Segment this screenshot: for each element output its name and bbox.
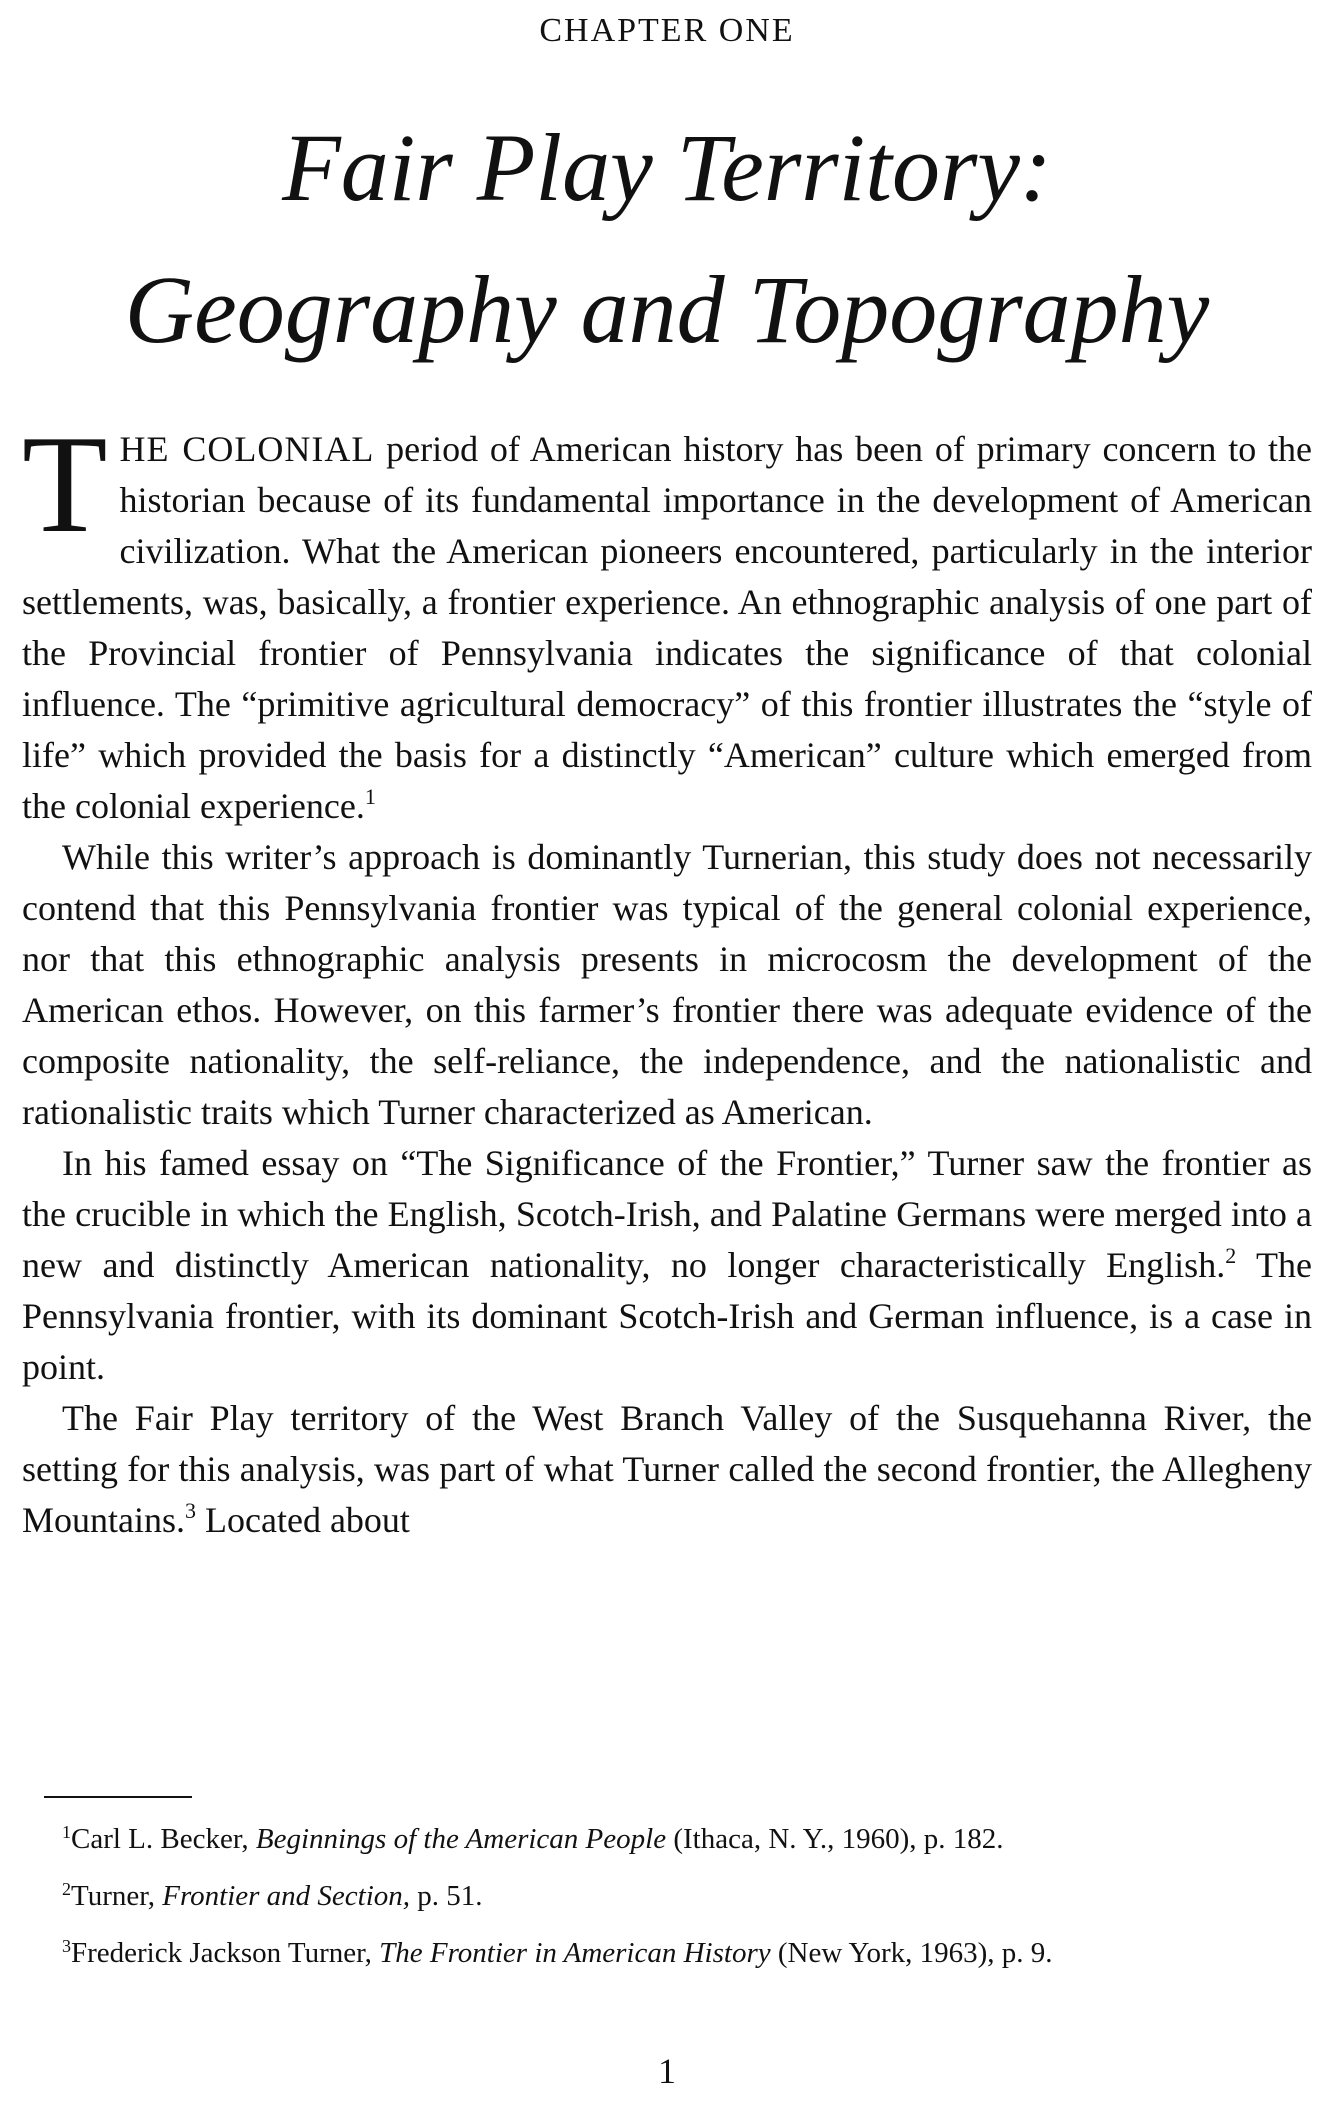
footnote-mark: 1 [62,1822,71,1842]
page-number: 1 [658,2051,676,2091]
footnote-mark: 2 [62,1879,71,1899]
footnote-title: The Frontier in American History [379,1937,771,1969]
footnote-2 [22,1867,1312,1918]
footnote-1 [22,1810,1312,1861]
footnote-rule [44,1796,192,1798]
lead-in-small-caps: HE COLONIAL [119,429,375,469]
footnote-ref-2: 2 [1225,1243,1237,1268]
footnote-text: Carl L. Becker, [71,1823,256,1855]
footnote-title: Frontier and Section, [162,1880,411,1912]
footnote-mark: 3 [62,1936,71,1956]
footnote-ref-1: 1 [364,784,376,809]
paragraph-2-text: While this writer’s approach is dominantly Turnerian, this study does not necessarily contend that this Pennsylvania frontier was typical of the general colonial experience, nor that this ethnographic analysis presents in microcosm the development of the American ethos. However, on this farmer’s frontier there was adequate evidence of the composite nationality, the self-reliance, the independence, and the nationalistic and rationalistic traits which Turner characterized as American. [22,837,1312,1132]
footnote-text: p. 51. [410,1880,483,1912]
footnote-title: Beginnings of the American People [255,1823,667,1855]
paragraph-3-text-a: In his famed essay on “The Significance of the Frontier,” Turner saw the frontier as the crucible in which the English, Scotch-Irish, and Palatine Germans were merged into a new and distinctly American nationality, no longer characteristically English. [22,1143,1312,1285]
footnotes [22,1810,1312,1981]
footnote-text: Turner, [71,1880,163,1912]
paragraph-1 [22,407,1312,832]
footnote-text: (New York, 1963), p. 9. [770,1937,1053,1969]
chapter-title-line-1: Fair Play Territory: [282,114,1052,221]
paragraph-4 [22,1393,1312,1546]
chapter-label: CHAPTER ONE [539,12,795,49]
paragraph-3-text-b: The Pennsylvania frontier, with its dominant Scotch-Irish and German influence, is a case in point. [22,1245,1313,1387]
footnote-3 [22,1924,1312,1975]
paragraph-4-text-b: Located about [196,1500,410,1540]
body-text [22,407,1313,1546]
paragraph-4-text-a: The Fair Play territory of the West Branch Valley of the Susquehanna River, the setting for this analysis, was part of what Turner called the second frontier, the Allegheny Mountains. [22,1398,1312,1540]
drop-cap: T [22,407,108,562]
footnote-text: (Ithaca, N. Y., 1960), p. 182. [666,1823,1004,1855]
book-page [22,0,1312,2116]
footnote-ref-3: 3 [185,1498,197,1523]
paragraph-3 [22,1138,1312,1393]
chapter-title-line-2: Geography and Topography [124,256,1210,363]
paragraph-1-text: period of American history has been of primary concern to the historian because of its fundamental importance in the development of American civilization. What the American pioneers encountered, particularly in the interior settlements, was, basically, a frontier experience. An ethnographic analysis of one part of the Provincial frontier of Pennsylvania indicates the significance of that colonial influence. The “primitive agricultural democracy” of this frontier illustrates the “style of life” which provided the basis for a distinctly “American” culture which emerged from the colonial experience. [22,429,1312,826]
footnote-text: Frederick Jackson Turner, [71,1937,380,1969]
paragraph-2 [22,832,1312,1138]
